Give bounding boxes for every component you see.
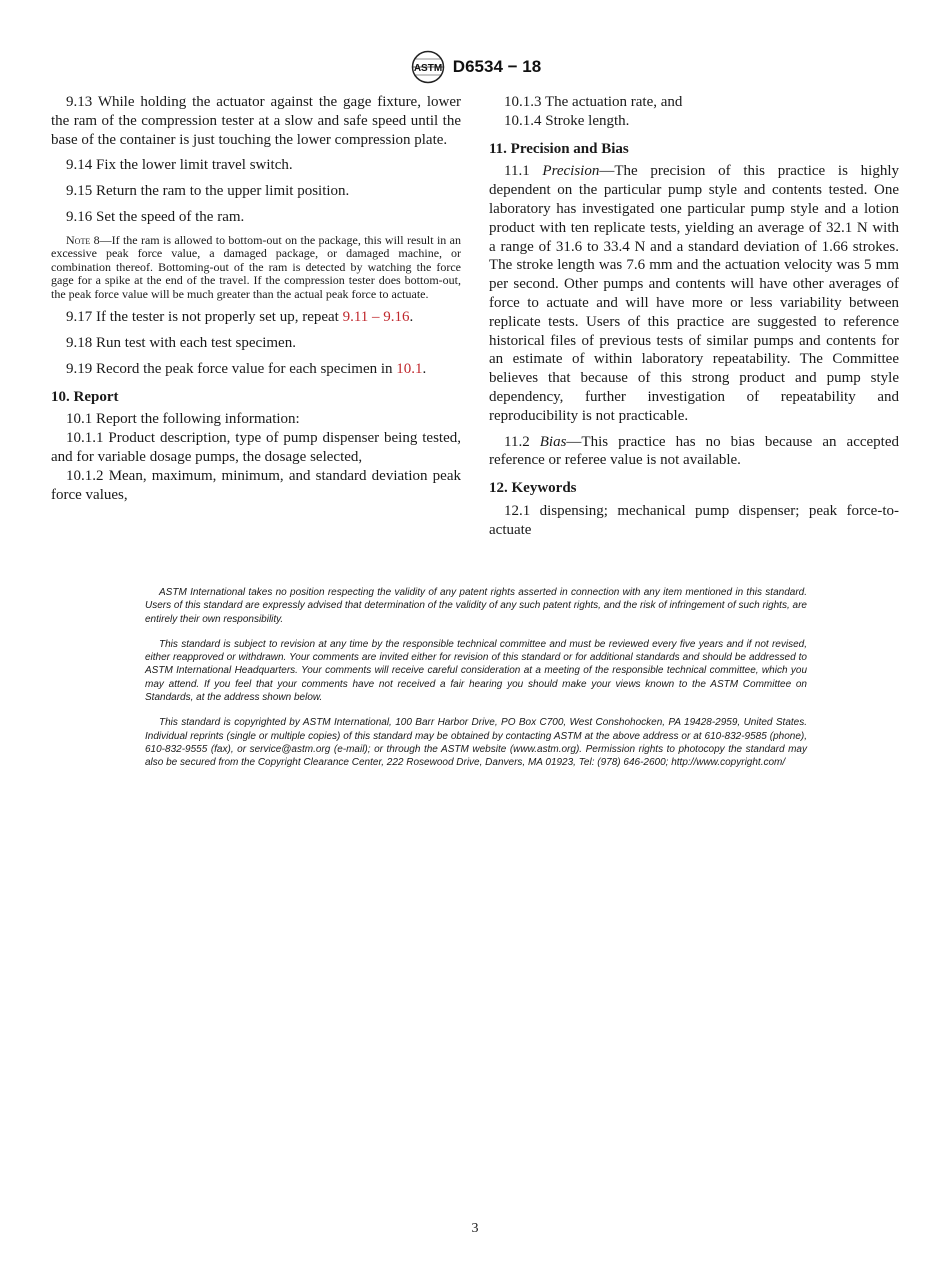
left-column — [51, 93, 461, 504]
section-heading-precision-bias: 11. Precision and Bias — [489, 140, 629, 157]
note-label: Note 8 — [66, 232, 100, 247]
footer-revision-notice: This standard is subject to revision at any time by the responsible technical committee and must be reviewed every five years and if not revised, either reapproved or withdrawn. Your comments are invited either for revision of this standard or for additional standards and should be addressed to ASTM International Headquarters. Your comments will receive careful consideration at a meeting of the responsible technical committee, which you may attend. If you feel that your comments have not received a fair hearing you should make your views known to the ASTM Committee on Standards, at the address shown below. — [145, 638, 807, 704]
term-precision: Precision — [542, 163, 600, 180]
para-10-1: 10.1 Report the following information: — [66, 411, 300, 428]
para-11-1: 11.1 Precision—The precision of this practice is highly dependent on the particular pump style and contents tested. One laboratory has investigated one particular pump style and a lotion product with ten replicate tests, yielding an average of 32.1 N with a range of 31.6 to 33.4 N and a standard deviation of 1.66 strokes. The stroke length was 7.6 mm and the actuation velocity was 5 mm per second. Other pumps and contents will have other averages of force to actuate and will have more or less variability between replicate tests. Users of this practice are suggested to reference historical files of previous tests of similar pumps and contents for an estimate of within laboratory repeatability. The Committee believes that because of this strong product and pump style dependency, further investigation of repeatability and reproducibility is not practicable. — [489, 163, 899, 424]
para-9-14: 9.14 Fix the lower limit travel switch. — [66, 157, 293, 174]
page-header — [0, 50, 950, 89]
para-10-1-3: 10.1.3 The actuation rate, and — [504, 94, 683, 110]
para-9-17: 9.17 If the tester is not properly set up, repeat 9.11 – 9.16. — [66, 309, 414, 326]
page-number: 3 — [471, 1221, 479, 1236]
logo-text: ASTM — [413, 63, 442, 74]
astm-logo-icon — [409, 50, 447, 84]
para-11-2: 11.2 Bias—This practice has no bias because an accepted reference or referee value is not available. — [489, 433, 899, 469]
para-9-15: 9.15 Return the ram to the upper limit position. — [66, 183, 350, 200]
section-heading-keywords: 12. Keywords — [489, 480, 577, 497]
document-designation: D6534 − 18 — [452, 57, 542, 76]
section-heading-report: 10. Report — [51, 388, 119, 405]
para-10-1-2: 10.1.2 Mean, maximum, minimum, and standard deviation peak force values, — [51, 467, 461, 503]
xref-10-1[interactable]: 10.1 — [396, 360, 423, 377]
footer-copyright-notice: This standard is copyrighted by ASTM International, 100 Barr Harbor Drive, PO Box C700, West Conshohocken, PA 19428-2959, United States. Individual reprints (single or multiple copies) of this standard may be obtained by contacting ASTM at the above address or at 610-832-9585 (phone), 610-832-9555 (fax), or service@astm.org (e-mail); or through the ASTM website (www.astm.org). Permission rights to photocopy the standard may also be secured from the Copyright Clearance Center, 222 Rosewood Drive, Danvers, MA 01923, Tel: (978) 646-2600; http://www.copyright.com/ — [145, 717, 807, 769]
para-12-1: 12.1 dispensing; mechanical pump dispenser; peak force-to-actuate — [489, 502, 899, 538]
para-9-19: 9.19 Record the peak force value for each specimen in 10.1. — [66, 360, 427, 377]
para-10-1-4: 10.1.4 Stroke length. — [504, 112, 630, 129]
para-9-18: 9.18 Run test with each test specimen. — [66, 335, 296, 352]
right-column — [489, 93, 899, 547]
copyright-footer — [145, 586, 807, 782]
note-8 — [51, 234, 461, 302]
para-9-13: 9.13 While holding the actuator against the gage fixture, lower the ram of the compression tester at a slow and safe speed until the base of the container is just touching the lower compression plate. — [51, 94, 461, 148]
para-9-16: 9.16 Set the speed of the ram. — [66, 208, 245, 225]
note-text: —If the ram is allowed to bottom-out on the package, this will result in an excessive peak force value, a damaged package, or damaged machine, or combination thereof. Bottoming-out of the ram is detected by watching the force gage for a spike at the end of the travel. If the compression tester does bottom-out, the peak force value will be much greater than the actual peak force to actuate. — [51, 232, 461, 301]
xref-9-11-9-16[interactable]: 9.11 – 9.16 — [342, 309, 410, 326]
footer-patent-notice: ASTM International takes no position respecting the validity of any patent rights asserted in connection with any item mentioned in this standard. Users of this standard are expressly advised that determination of the validity of any such patent rights, and the risk of infringement of such rights, are entirely their own responsibility. — [145, 587, 807, 625]
para-10-1-1: 10.1.1 Product description, type of pump dispenser being tested, and for variable dosage pumps, the dosage selected, — [51, 430, 461, 466]
term-bias: Bias — [539, 433, 567, 450]
